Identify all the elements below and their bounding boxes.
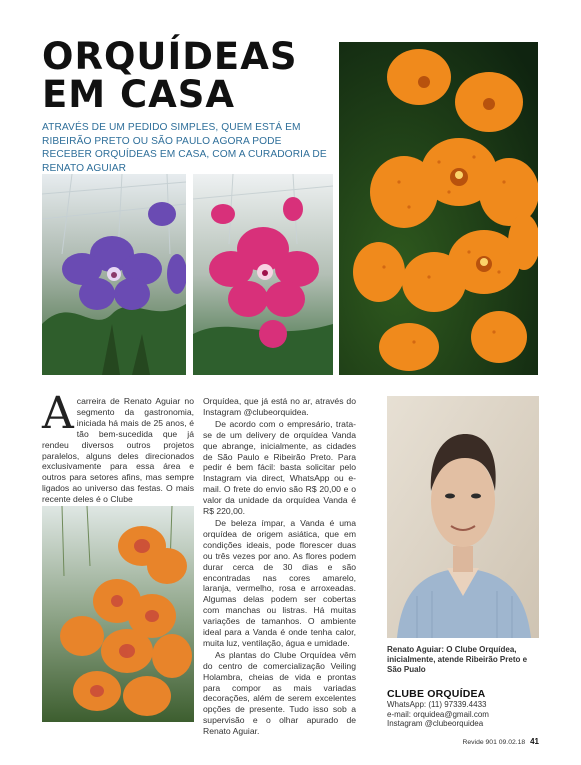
club-instagram: Instagram @clubeorquidea xyxy=(387,719,484,729)
photo-orange-orchids-hanging xyxy=(42,506,194,722)
body-paragraph-4: As plantas do Clube Orquídea vêm do centro de comercialização Veiling Holambra, cheias de vida e prontas para compor as mais variadas decorações, além de serem excelentes opções de presente. Tudo isso sob a supervisão e o olhar apurado de Renato Aguiar. xyxy=(203,649,356,737)
body-column-1 xyxy=(42,388,194,506)
article-title xyxy=(42,35,332,116)
page-number: 41 xyxy=(530,737,539,746)
body-paragraph-1 xyxy=(42,388,194,505)
page-footer xyxy=(462,737,539,746)
drop-cap: A xyxy=(42,388,74,439)
footer-issue: Revide 901 09.02.18 xyxy=(462,739,526,746)
body-paragraph-2: De acordo com o empresário, trata-se de um delivery de orquídea Vanda que abrange, inicialmente, as cidades de São Paulo e Ribeirão Preto. Para pedir é bem fácil: basta solicitar pelo Instagram via direct, WhatsApp ou e-mail. O frete do envio são R$ 20,00 e o valor da unidade da orquídea Vanda é R$ 220,00. xyxy=(203,418,356,517)
title-line-1: ORQUÍDEAS xyxy=(42,35,298,78)
club-email: e-mail: orquidea@gmail.com xyxy=(387,709,489,719)
club-title: CLUBE ORQUÍDEA xyxy=(387,688,486,700)
photo-renato-aguiar xyxy=(387,396,539,638)
club-contact-box xyxy=(387,688,539,729)
photo-purple-orchid xyxy=(42,174,186,375)
body-column-2 xyxy=(203,396,356,738)
photo-pink-orchid xyxy=(193,174,333,375)
title-line-2: EM CASA xyxy=(42,73,236,116)
body-paragraph-1-text: carreira de Renato Aguiar no segmento da gastronomia, iniciada há mais de 25 anos, é tão bem-sucedida que já rendeu diversos outros projetos paralelos, alguns deles direcionados exclusivamente para essa área e outros para setores afins, mas sempre ligados ao universo das festas. O mais recente deles é o Clube xyxy=(42,396,194,505)
body-paragraph-3: De beleza ímpar, a Vanda é uma orquídea de origem asiática, que em condições ideais, pode florescer duas ou três vezes por ano. As flores podem durar cerca de 30 dias e são encontradas nas cores amarelo, laranja, vermelho, rosa e arroxeadas. Algumas delas podem ser cobertas com manchas ou listras. Há muitas variações de tamanhos. O ambiente ideal para a Vanda é onde tenha calor, muita luz, ventilação, água e umidade. xyxy=(203,517,356,648)
photo-orange-orchid-closeup xyxy=(339,42,538,375)
body-paragraph-1-continued: Orquídea, que já está no ar, através do Instagram @clubeorquidea. xyxy=(203,396,356,417)
article-subtitle: ATRAVÉS DE UM PEDIDO SIMPLES, QUEM ESTÁ EM RIBEIRÃO PRETO OU SÃO PAULO AGORA PODE RECEBER ORQUÍDEAS EM CASA, COM A CURADORIA DE RENATO AGUIAR xyxy=(42,122,327,174)
club-whatsapp: WhatsApp: (11) 97339.4433 xyxy=(387,700,487,709)
photo-caption: Renato Aguiar: O Clube Orquídea, inicialmente, atende Ribeirão Preto e São Pualo xyxy=(387,645,528,674)
